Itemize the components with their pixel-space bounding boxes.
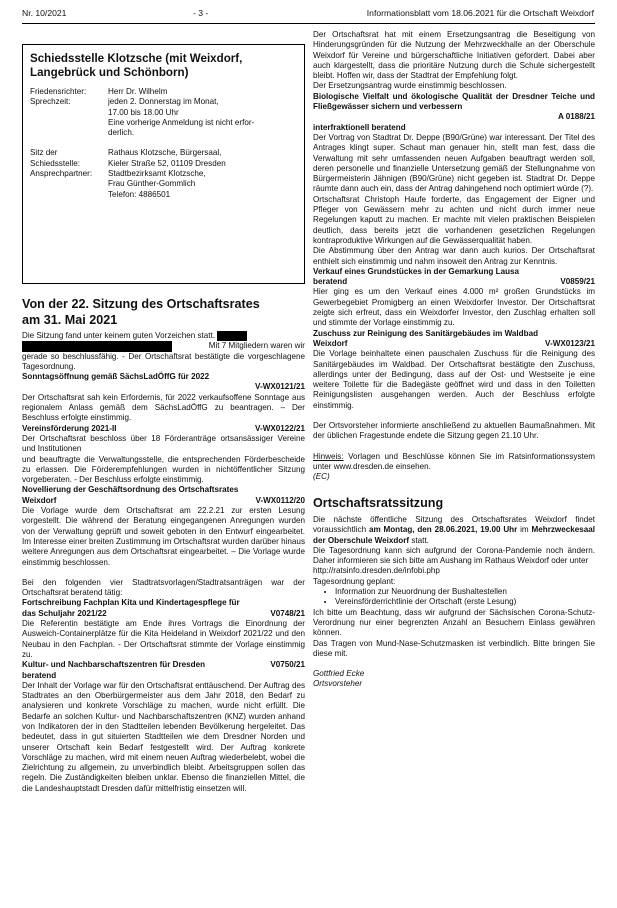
list-item: • Vereinsförderrichtlinie der Ortschaft (erste Lesung)	[335, 597, 595, 607]
ratsinfo-url: http://ratsinfo.dresden.de/infobi.php	[313, 566, 440, 576]
hint-note: Hinweis: Vorlagen und Beschlüsse können Sie im Ratsinformationssystem unter www.dresden.de einsehen.	[313, 451, 595, 471]
intro-line: Die Sitzung fand unter keinem guten Vorzeichen statt.	[22, 331, 305, 341]
item-heading: Novellierung der Geschäftsordnung des Ortschaftsrates	[22, 485, 239, 495]
arbitration-office-box	[22, 44, 305, 284]
item-heading: Kultur- und Nachbarschaftszentren für Dresden V0750/21	[22, 660, 305, 670]
left-column: Schiedsstelle Klotzsche (mit Weixdorf, Langebrück und Schönborn) Friedensrichter: Herr Dr. Wilhelm Sprechzeit: jeden 2. Donnerstag im Monat, 17.00 bis 18.00 Uhr Eine vorherige Anmeldung ist nicht erfor- derlich. Sitz der Schiedsstelle: Rathaus Klotzsche, Bürgersaal, Kieler Straße 52, 01109 Dresden Ansprechpartner: Stadtbezirksamt Klotzsche, Frau Günther-Gommlich Telefon: 4886501 Von der 22. Sitzung des Ortschaftsrates am 31. Mai 2021 Die Sitzung fand unter keinem guten Vorzeichen statt. Mit 7 Mitgliedern waren wir gerade so beschlussfähig. - Der Ortschaftsrat bestätigte die vorgeschlagene Tagesordnung. Sonntagsöffnung gemäß SächsLadÖffG für 2022 V-WX0121/21 Der Ortschaftsrat sah kein Erfordernis, für 2022 verkaufsoffene Sonntage aus regionalem Anlass gemäß dem SächsLadÖffG zu beantragen. – Der Beschluss erfolgte einstimmig. Vereinsförderung 2021-II V-WX0122/21 Der Ortschaftsrat beschloss über 18 Förderanträge ortsansässiger Vereine und Institutionen und beauftragte die Verwaltungsstelle, die entsprechenden Förderbescheide zu erlassen. Die Förderempfehlungen wurden in nichtöffentlicher Sitzung vorgeberaten. - Der Beschluss erfolgte einstimmig. Novellierung der Geschäftsordnung des Ortschaftsrates Weixdorf V-WX0112/20 Die Vorlage wurde dem Ortschaftsrat am 22.2.21 zur ersten Lesung vorgestellt. Die während der Beratung eingegangenen Anregungen wurden von der Verwaltung geprüft und soweit geboten in den Entwurf eingearbeitet. Im Interesse einer breiten Zustimmung im Ortschaftsrat wurden darüber hinaus weitere Anregungen aus dem Ortschaftsrat eingearbeitet. – Die Vorlage wurde einstimmig beschlossen. Bei den folgenden vier Stadtratsvorlagen/Stadtratsanträgen war der Ortschaftsrat beratend tätig: Fortschreibung Fachplan Kita und Kindertagespflege für das Schuljahr 2021/22 V0748/21 Die Referentin bestätigte am Ende ihres Vortrags die Einordnung der Ausweich-Containerplätze für die Kita Heideland in Weixdorf 2021/22 und den Neubau in den Fachplan. - Der Ortschaftsrat stimmte der Vorlage einstimmig zu. Kultur- und Nachbarschaftszentren für Dresden V0750/21 beratend Der Inhalt der Vorlage war für den Ortschaftsrat enttäuschend. Der Auftrag des Stadtrates an den Oberbürgermeister aus dem Jahr 2018, den Bedarf zu analysieren und konkrete Vorschläge zu machen, wurde nicht erfüllt. Die Bedarfe an solchen Kultur- und Nachbarschaftszentren (KNZ) wurden anhand von Indikatoren der in den Stadtteilen lebenden Bevölkerung hergeleitet. Das bedeutet, dass in gut situierten Stadtteilen wie dem Dresdner Norden und unserer Ortschaft kein Bedarf festgestellt wird. Der Auftrag konkrete Vorschläge zu machen, wird mit einem neuen Auftrag wiederbelebt, wobei die Zielrichtung zu allgemein, zu unverbindlich bleibt. Arbeitsgruppen sollen das regeln. Die Zuständigkeiten bleiben unklar. Ebenso die finanziellen Mittel, die die Landeshauptstadt Dresden dafür mittelfristig einsetzen will.	[22, 30, 305, 794]
redaction-bar	[217, 331, 247, 341]
signature-role: Ortsvorsteher	[313, 679, 363, 689]
header-rule	[22, 23, 595, 24]
right-column: Der Ortschaftsrat hat mit einem Ersetzungsantrag die Beseitigung von Hinderungsgründen für die Nutzung der Mehrzweckhalle an der Oberschule Weixdorf für Vereine und bürgerschaftliche Initiativen gefordert. Dabei aber auch klargestellt, dass die prioritäre Nutzung durch die Schule sichergestellt bleibt. Hoffen wir, dass der Stadtrat der Empfehlung folgt. Der Ersetzungsantrag wurde einstimmig beschlossen. Biologische Vielfalt und ökologische Qualität der Dresdner Teiche und Fließgewässer sichern und verbessern A 0188/21 interfraktionell beratend Der Vortrag von Stadtrat Dr. Deppe (B90/Grüne) war interessant. Der Titel des Antrages klingt super. Schaut man genauer hin, stellt man fest, dass die Verwaltung mit sehr umfassenden neuen Aufgaben beauftragt werden soll, deren personelle und finanzielle Untersetzung gemäß der Stellungnahme von Bürgermeisterin Jähnigen (B90/Grüne) nicht gegeben ist. Stadtrat Dr. Deppe räumte dann auch ein, dass der Antrag dahingehend noch optimiert würde (?). Ortschaftsrat Christoph Haufe forderte, das Engagement der Eigner und Pfleger von Gewässern mehr zu achten und nicht durch immer neue Regelungen kaputt zu machen. Er machte mit vielen praktischen Beispielen deutlich, dass bereits jetzt die vorhandenen gesetzlichen Regelungen kontraproduktive Wirkungen auf die Gewässerqualität haben. Die Abstimmung über den Antrag war dann auch kurios. Der Ortschaftsrat enthielt sich einstimmig und nahm insoweit den Antrag zur Kenntnis. Verkauf eines Grundstückes in der Gemarkung Lausa beratend V0859/21 Hier ging es um den Verkauf eines 4.000 m² großen Grundstücks im Gewerbegebiet Promigberg an einen Weixdorfer Investor. Der Ortschaftsrat zeigte sich erfreut, dass ein Weixdorfer Investor, den Zuschlag erhalten soll und stimmte der Vorlage einstimmig zu. Zuschuss zur Reinigung des Sanitärgebäudes im Waldbad Weixdorf V-WX0123/21 Die Vorlage beinhaltete einen pauschalen Zuschuss für die Reinigung des Sanitärgebäudes im Waldbad. Der Ortschaftsrat bestätigte den Zuschuss, allerdings unter der Bedingung, dass auf der Ost- und Westseite je eine weitere Toilette für die Badegäste geöffnet wird und dass in den Toiletten Reinigungslisten ausgehangen werden. Auch der Beschluss erfolgte einstimmig. Der Ortsvorsteher informierte anschließend zu aktuellen Baumaßnahmen. Mit der üblichen Fragestunde endete die Sitzung gegen 21.10 Uhr. Hinweis: Vorlagen und Beschlüsse können Sie im Ratsinformationssystem unter www.dresden.de einsehen. (EC) Ortschaftsratssitzung Die nächste öffentliche Sitzung des Ortschaftsrates Weixdorf findet voraussichtlich am Montag, den 28.06.2021, 19.00 Uhr im Mehrzweckesaal der Oberschule Weixdorf statt. Die Tagesordnung kann sich aufgrund der Corona-Pandemie noch ändern. Daher informieren sie sich bitte am Aushang im Rathaus Weixdorf oder unter http://ratsinfo.dresden.de/infobi.php Tagesordnung geplant: • Information zur Neuordnung der Bushaltestellen • Vereinsförderrichtlinie der Ortschaft (erste Lesung) Ich bitte um Beachtung, dass wir aufgrund der Sächsischen Corona-Schutz-Verordnung nur einer begrenzten Anzahl an Besuchern Einlass gewähren können. Das Tragen von Mund-Nase-Schutzmasken ist verbindlich. Bitte bringen Sie diese mit. Gottfried Ecke Ortsvorsteher	[313, 30, 595, 690]
next-session-text: Die nächste öffentliche Sitzung des Ortschaftsrates Weixdorf findet voraussichtlich am Montag, den 28.06.2021, 19.00 Uhr im Mehrzweckesaal der Oberschule Weixdorf statt.	[313, 514, 595, 545]
issue-number: Nr. 10/2021	[22, 8, 67, 18]
contact-row: Ansprechpartner: Stadtbezirksamt Klotzsche, Frau Günther-Gommlich Telefon: 4886501	[30, 169, 206, 199]
item-code: A 0188/21	[557, 112, 595, 122]
signature-name: Gottfried Ecke	[313, 669, 365, 679]
item-heading: Zuschuss zur Reinigung des Sanitärgebäudes im Waldbad	[313, 328, 539, 338]
item-heading: Biologische Vielfalt und ökologische Qualität der Dresdner Teiche und Fließgewässer sichern und verbessern	[313, 91, 595, 112]
box-title: Schiedsstelle Klotzsche (mit Weixdorf, Langebrück und Schönborn)	[30, 52, 243, 79]
next-session-title: Ortschaftsratssitzung	[313, 496, 444, 511]
judge-row: Friedensrichter: Herr Dr. Wilhelm	[30, 87, 168, 96]
hours-row: Sprechzeit: jeden 2. Donnerstag im Monat, 17.00 bis 18.00 Uhr Eine vorherige Anmeldung ist nicht erfor- derlich.	[30, 97, 255, 138]
page-header	[22, 8, 594, 22]
item-code: V-WX0121/21	[255, 382, 305, 392]
session-report-title: Von der 22. Sitzung des Ortschaftsrates am 31. Mai 2021	[22, 297, 260, 327]
item-heading: Verkauf eines Grundstückes in der Gemarkung Lausa	[313, 266, 520, 276]
item-heading: Fortschreibung Fachplan Kita und Kindertagespflege für	[22, 598, 240, 608]
list-item: • Information zur Neuordnung der Bushaltestellen	[335, 587, 595, 597]
agenda-list	[313, 587, 595, 608]
redaction-bar	[22, 341, 172, 351]
item-heading: Vereinsförderung 2021-II V-WX0122/21	[22, 423, 305, 433]
publication-title: Informationsblatt vom 18.06.2021 für die Ortschaft Weixdorf	[366, 8, 594, 18]
item-heading: Sonntagsöffnung gemäß SächsLadÖffG für 2022	[22, 372, 210, 382]
seat-row: Sitz der Schiedsstelle: Rathaus Klotzsche, Bürgersaal, Kieler Straße 52, 01109 Dresden	[30, 148, 226, 168]
page-number: - 3 -	[193, 8, 209, 18]
